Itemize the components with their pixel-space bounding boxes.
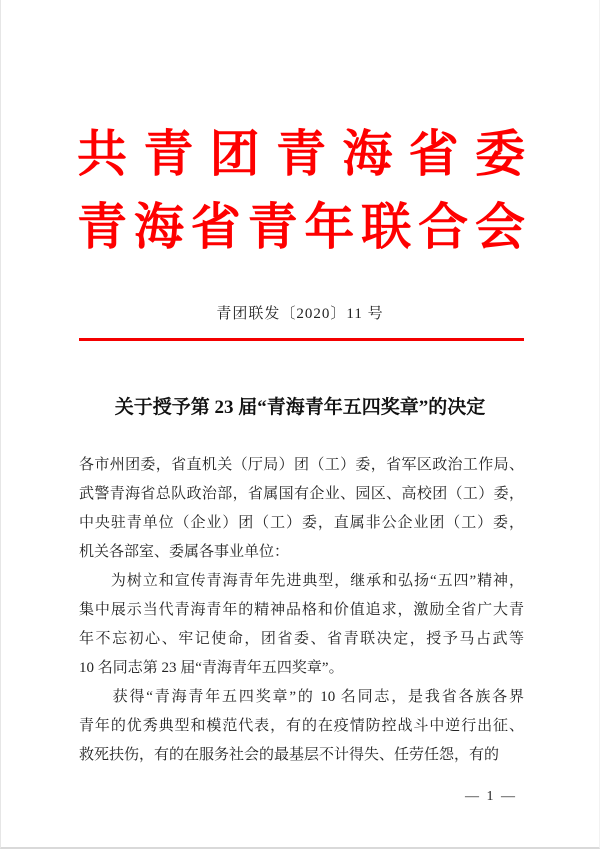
masthead-line-1: 共青团青海省委 bbox=[77, 126, 525, 182]
body-line: 救死扶伤，有的在服务社会的最基层不计得失、任劳任怨，有的 bbox=[79, 747, 500, 763]
masthead-line-2: 青海省青年联合会 bbox=[77, 199, 525, 255]
body-line: 为树立和宣传青海青年先进典型，继承和弘扬“五四”精神， bbox=[79, 573, 524, 589]
body-line: 年不忘初心、牢记使命，团省委、省青联决定，授予马占武等 bbox=[79, 631, 524, 647]
body-line: 获得“青海青年五四奖章”的 10 名同志，是我省各族各界 bbox=[79, 689, 524, 705]
body-line: 武警青海省总队政治部，省属国有企业、园区、高校团（工）委， bbox=[79, 486, 524, 502]
masthead bbox=[77, 118, 525, 264]
body-line: 集中展示当代青海青年的精神品格和价值追求，激励全省广大青 bbox=[79, 602, 524, 618]
body-line: 各市州团委，省直机关（厅局）团（工）委，省军区政治工作局、 bbox=[79, 457, 524, 473]
body-line: 中央驻青单位（企业）团（工）委，直属非公企业团（工）委， bbox=[79, 515, 524, 531]
body-line: 10 名同志第 23 届“青海青年五四奖章”。 bbox=[79, 660, 344, 676]
red-divider-rule bbox=[79, 338, 524, 341]
body-line: 青年的优秀典型和模范代表，有的在疫情防控战斗中逆行出征、 bbox=[79, 718, 524, 734]
document-body bbox=[79, 451, 524, 770]
body-line: 机关各部室、委属各事业单位： bbox=[79, 544, 290, 560]
document-title: 关于授予第 23 届“青海青年五四奖章”的决定 bbox=[114, 397, 486, 418]
page-number: — 1 — bbox=[465, 789, 517, 804]
document-reference-number: 青团联发〔2020〕11 号 bbox=[216, 306, 384, 322]
